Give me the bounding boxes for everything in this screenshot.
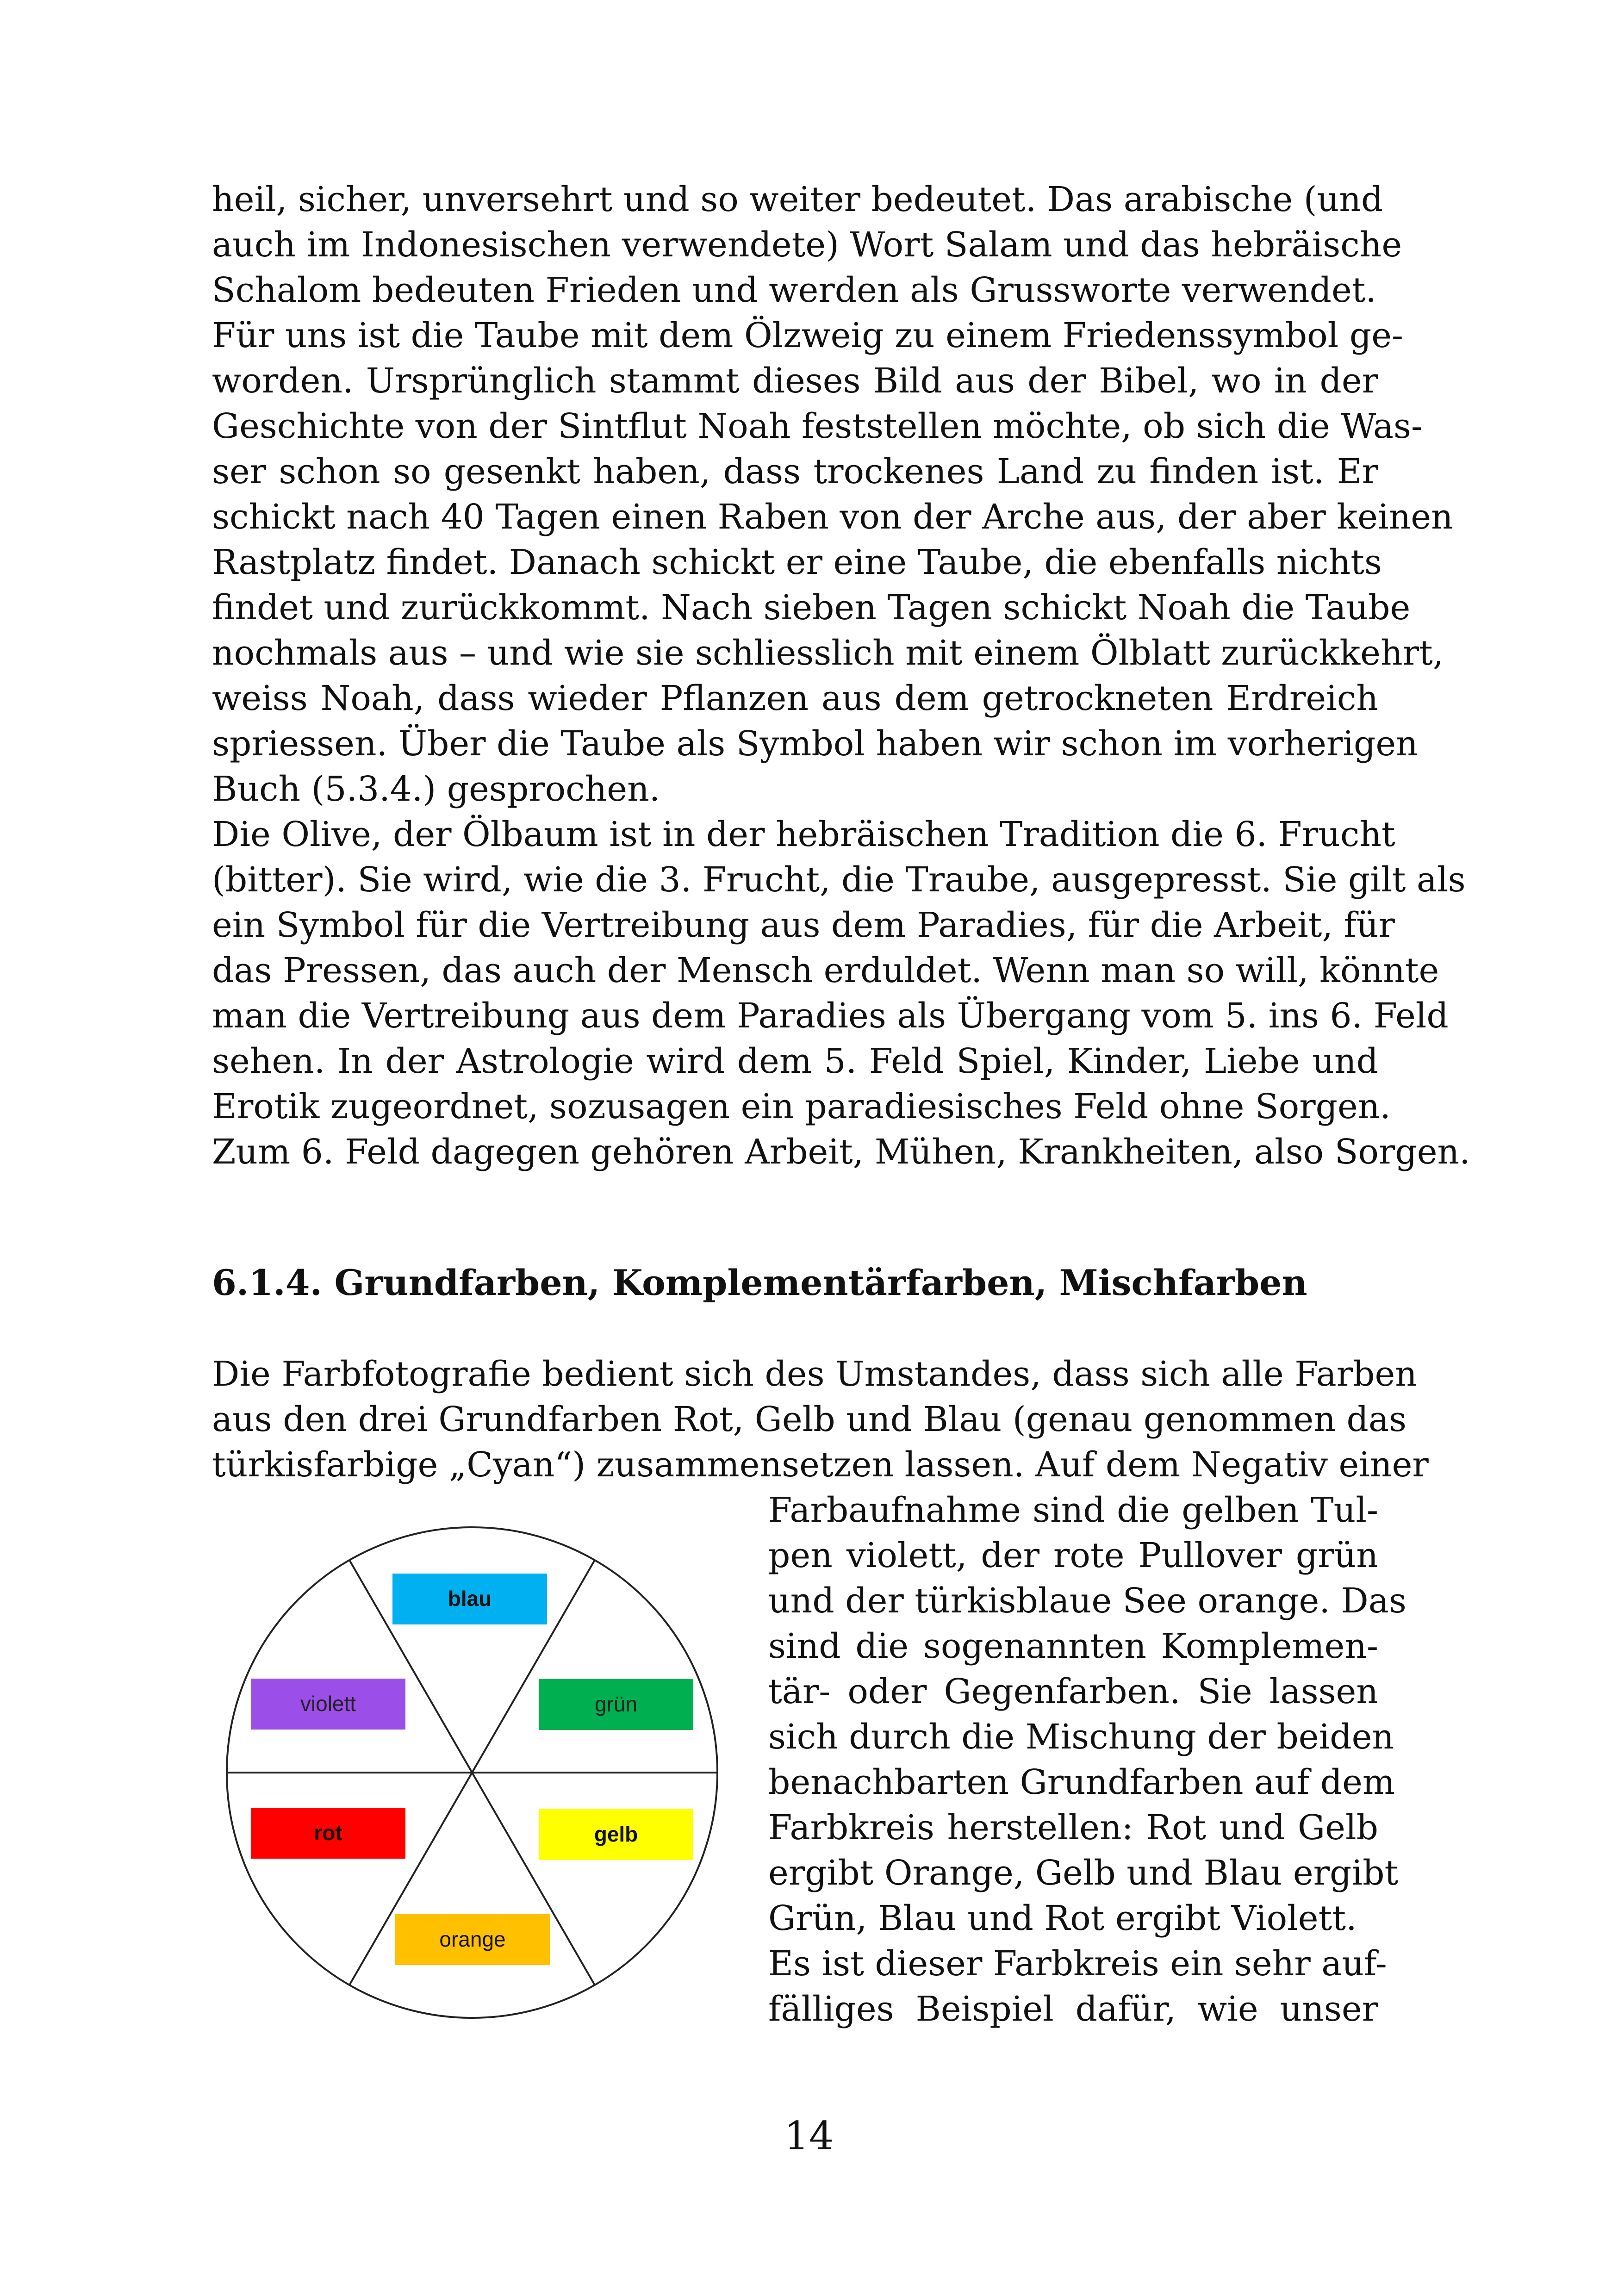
text-line: spriessen. Über die Taube als Symbol haben wir schon im vorherigen bbox=[212, 724, 1418, 764]
text-line: Geschichte von der Sintflut Noah feststellen möchte, ob sich die Was- bbox=[212, 406, 1423, 446]
text-line: schickt nach 40 Tagen einen Raben von der Arche aus, der aber keinen bbox=[212, 497, 1453, 537]
text-line: ein Symbol für die Vertreibung aus dem Paradies, für die Arbeit, für bbox=[212, 905, 1395, 945]
text-line: findet und zurückkommt. Nach sieben Tagen schickt Noah die Taube bbox=[212, 588, 1411, 628]
page-number: 14 bbox=[784, 2113, 834, 2159]
text-line: Es ist dieser Farbkreis ein sehr auf- bbox=[768, 1944, 1387, 1984]
text-line: Farbaufnahme sind die gelben Tul- bbox=[768, 1490, 1378, 1530]
text-line: Erotik zugeordnet, sozusagen ein paradiesisches Feld ohne Sorgen. bbox=[212, 1087, 1391, 1126]
segment-violett bbox=[251, 1679, 405, 1730]
text-line: Buch (5.3.4.) gesprochen. bbox=[212, 769, 660, 809]
text-line: man die Vertreibung aus dem Paradies als Übergang vom 5. ins 6. Feld bbox=[212, 996, 1449, 1036]
segment-label: orange bbox=[439, 1927, 506, 1951]
text-line: türkisfarbige „Cyan“) zusammensetzen lassen. Auf dem Negativ einer bbox=[212, 1445, 1429, 1485]
text-line: aus den drei Grundfarben Rot, Gelb und Blau (genau genommen das bbox=[212, 1400, 1406, 1439]
text-line: fälliges Beispiel dafür, wie unser bbox=[768, 1989, 1378, 2029]
text-line: das Pressen, das auch der Mensch erduldet. Wenn man so will, könnte bbox=[212, 951, 1439, 990]
segment-gelb bbox=[539, 1809, 693, 1860]
text-line: pen violett, der rote Pullover grün bbox=[768, 1536, 1378, 1575]
segment-blau bbox=[392, 1574, 547, 1624]
text-line: Grün, Blau und Rot ergibt Violett. bbox=[768, 1898, 1357, 1938]
text-line: worden. Ursprünglich stammt dieses Bild aus der Bibel, wo in der bbox=[212, 361, 1378, 401]
text-line: sich durch die Mischung der beiden bbox=[768, 1717, 1394, 1757]
color-wheel bbox=[222, 1523, 722, 2022]
text-line: Farbkreis herstellen: Rot und Gelb bbox=[768, 1808, 1378, 1848]
segment-label: violett bbox=[300, 1692, 356, 1716]
text-line: Zum 6. Feld dagegen gehören Arbeit, Mühen, Krankheiten, also Sorgen. bbox=[212, 1132, 1470, 1172]
text-line: weiss Noah, dass wieder Pflanzen aus dem getrockneten Erdreich bbox=[212, 678, 1378, 718]
segment-gruen bbox=[539, 1679, 693, 1730]
text-line: Die Farbfotografie bedient sich des Umstandes, dass sich alle Farben bbox=[212, 1354, 1417, 1394]
segment-label: gelb bbox=[594, 1822, 638, 1846]
section-heading: 6.1.4. Grundfarben, Komplementärfarben, Mischfarben bbox=[212, 1262, 1307, 1303]
text-line: (bitter). Sie wird, wie die 3. Frucht, die Traube, ausgepresst. Sie gilt als bbox=[212, 860, 1466, 900]
text-line: nochmals aus – und wie sie schliesslich mit einem Ölblatt zurückkehrt, bbox=[212, 633, 1444, 673]
segment-label: blau bbox=[448, 1587, 492, 1611]
text-line: tär- oder Gegenfarben. Sie lassen bbox=[768, 1672, 1378, 1711]
text-line: Die Olive, der Ölbaum ist in der hebräischen Tradition die 6. Frucht bbox=[212, 815, 1395, 854]
text-line: Für uns ist die Taube mit dem Ölzweig zu einem Friedenssymbol ge- bbox=[212, 316, 1403, 355]
segment-orange bbox=[395, 1914, 550, 1965]
text-line: und der türkisblaue See orange. Das bbox=[768, 1581, 1406, 1621]
text-line: Rastplatz findet. Danach schickt er eine Taube, die ebenfalls nichts bbox=[212, 542, 1382, 582]
text-line: auch im Indonesischen verwendete) Wort Salam und das hebräische bbox=[212, 225, 1402, 265]
segment-label: rot bbox=[314, 1821, 342, 1845]
text-line: heil, sicher, unversehrt und so weiter bedeutet. Das arabische (und bbox=[212, 180, 1383, 219]
text-line: Schalom bedeuten Frieden und werden als Grussworte verwendet. bbox=[212, 270, 1376, 310]
text-line: sehen. In der Astrologie wird dem 5. Feld Spiel, Kinder, Liebe und bbox=[212, 1041, 1378, 1081]
text-line: ergibt Orange, Gelb und Blau ergibt bbox=[768, 1853, 1399, 1893]
text-line: sind die sogenannten Komplemen- bbox=[768, 1626, 1378, 1666]
segment-label: grün bbox=[594, 1692, 638, 1716]
text-line: ser schon so gesenkt haben, dass trockenes Land zu finden ist. Er bbox=[212, 452, 1378, 492]
segment-rot bbox=[251, 1808, 405, 1859]
text-line: benachbarten Grundfarben auf dem bbox=[768, 1762, 1395, 1802]
